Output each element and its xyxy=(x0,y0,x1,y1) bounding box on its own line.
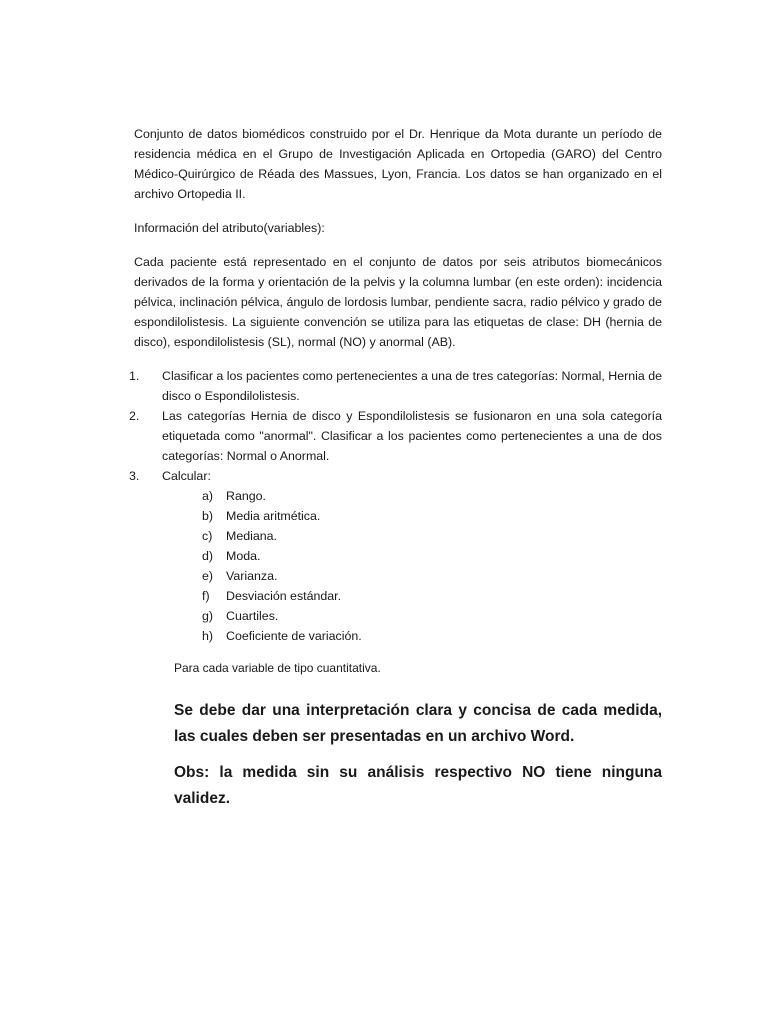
calc-text: Moda. xyxy=(226,549,261,563)
task-number: 1. xyxy=(129,369,140,383)
calc-text: Media aritmética. xyxy=(226,509,321,523)
observation-text: Obs: la medida sin su análisis respectivo NO tiene ninguna validez. xyxy=(174,764,662,807)
emphasis-text: Se debe dar una interpretación clara y concisa de cada medida, las cuales deben ser presentadas en un archivo Word. xyxy=(174,702,662,745)
calc-letter: h) xyxy=(202,629,214,643)
task-list xyxy=(129,366,663,646)
task-item xyxy=(129,366,663,406)
note-text: Para cada variable de tipo cuantitativa. xyxy=(174,661,381,675)
task-item xyxy=(129,466,662,646)
intro-paragraph: Conjunto de datos biomédicos construido por el Dr. Henrique da Mota durante un período de residencia médica en el Grupo de Investigación Aplicada en Ortopedia (GARO) del Centro Médico-Quirúrgico de Réada des Massues, Lyon, Francia. Los datos se han organizado en el archivo Ortopedia II. xyxy=(134,127,662,201)
calc-item xyxy=(202,566,662,586)
calc-letter: g) xyxy=(202,609,214,623)
task-number: 3. xyxy=(129,469,140,483)
task-text: Calcular: xyxy=(162,469,211,483)
calc-text: Varianza. xyxy=(226,569,278,583)
calc-letter: d) xyxy=(202,549,214,563)
calc-text: Mediana. xyxy=(226,529,277,543)
calc-letter: b) xyxy=(202,509,214,523)
calc-item xyxy=(202,526,662,546)
attribute-description: Cada paciente está representado en el conjunto de datos por seis atributos biomecánicos derivados de la forma y orientación de la pelvis y la columna lumbar (en este orden): incidencia pélvica, inclinación pélvica, ángulo de lordosis lumbar, pendiente sacra, radio pélvico y grado de espondilolistesis. La siguiente convención se utiliza para las etiquetas de clase: DH (hernia de disco), espondilolistesis (SL), normal (NO) y anormal (AB). xyxy=(134,255,662,349)
calc-letter: f) xyxy=(202,589,210,603)
calc-letter: c) xyxy=(202,529,213,543)
calc-letter: e) xyxy=(202,569,214,583)
task-item xyxy=(129,406,662,466)
calc-item xyxy=(202,626,662,646)
calc-text: Rango. xyxy=(226,489,266,503)
document-body xyxy=(129,124,663,812)
task-number: 2. xyxy=(129,409,140,423)
calc-list xyxy=(162,486,662,646)
task-text: Clasificar a los pacientes como pertenecientes a una de tres categorías: Normal, Hernia de disco o Espondilolistesis. xyxy=(162,369,663,403)
calc-text: Desviación estándar. xyxy=(226,589,342,603)
calc-item xyxy=(202,586,662,606)
calc-text: Cuartiles. xyxy=(226,609,279,623)
calc-item xyxy=(202,486,662,506)
calc-letter: a) xyxy=(202,489,214,503)
calc-item xyxy=(202,506,662,526)
attribute-heading: Información del atributo(variables): xyxy=(134,221,325,235)
calc-text: Coeficiente de variación. xyxy=(226,629,362,643)
calc-item xyxy=(202,606,662,626)
task-text: Las categorías Hernia de disco y Espondilolistesis se fusionaron en una sola categoría etiquetada como "anormal". Clasificar a los pacientes como pertenecientes a una de dos categorías: Normal o Anormal. xyxy=(162,409,662,463)
calc-item xyxy=(202,546,662,566)
